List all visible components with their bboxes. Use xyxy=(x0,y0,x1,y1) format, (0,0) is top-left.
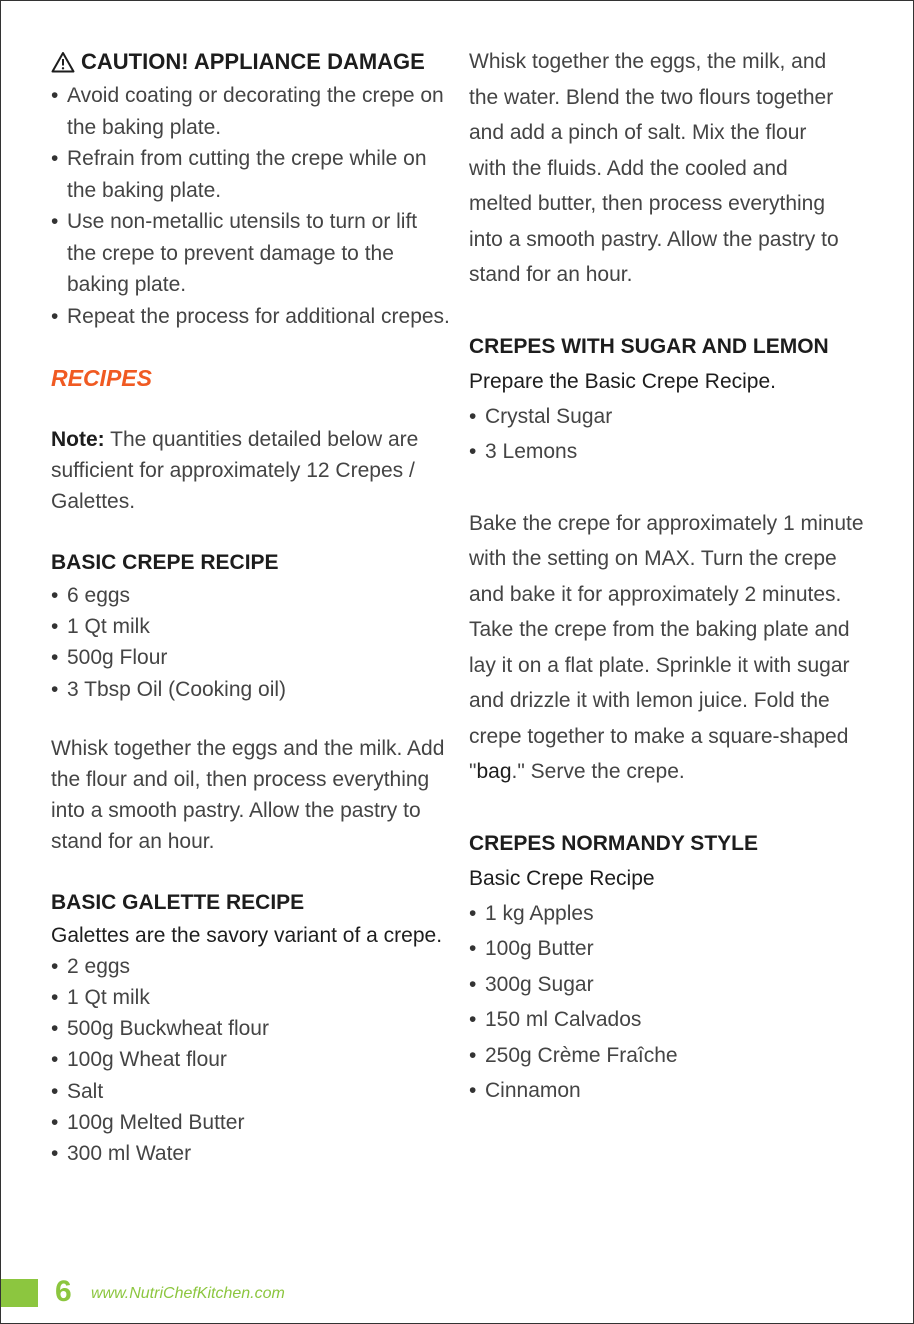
list-item: • 1 Qt milk xyxy=(51,982,451,1013)
normandy-subtitle: Basic Crepe Recipe xyxy=(469,866,655,890)
warning-triangle-icon xyxy=(51,51,75,73)
caution-list xyxy=(51,80,451,332)
recipes-title: RECIPES xyxy=(51,365,152,391)
caution-title: CAUTION! APPLIANCE DAMAGE xyxy=(81,49,425,74)
recipes-note xyxy=(51,424,451,517)
list-item: • 500g Flour xyxy=(51,642,451,673)
sugar-lemon-instructions xyxy=(469,506,864,790)
list-item: • Repeat the process for additional crepes. xyxy=(51,301,451,333)
normandy-ingredients xyxy=(469,896,869,1109)
sugar-lemon-ingredients xyxy=(469,399,869,470)
list-item: • 100g Wheat flour xyxy=(51,1044,451,1075)
list-item: • Avoid coating or decorating the crepe on the baking plate. xyxy=(51,80,451,143)
list-item: • 3 Tbsp Oil (Cooking oil) xyxy=(51,674,451,705)
sugar-lemon-subtitle: Prepare the Basic Crepe Recipe. xyxy=(469,369,776,393)
list-item: • 1 Qt milk xyxy=(51,611,451,642)
left-column xyxy=(51,44,451,1169)
basic-galette-ingredients xyxy=(51,951,451,1169)
page-number: 6 xyxy=(55,1275,72,1308)
list-item: • 1 kg Apples xyxy=(469,896,869,932)
list-item: • Salt xyxy=(51,1076,451,1107)
list-item: • 150 ml Calvados xyxy=(469,1002,869,1038)
note-text: The quantities detailed below are sufficient for approximately 12 Crepes / Galettes. xyxy=(51,428,419,513)
website-link[interactable]: www.NutriChefKitchen.com xyxy=(91,1285,285,1302)
instructions-bag: bag xyxy=(476,760,512,783)
list-item: • Crystal Sugar xyxy=(469,399,869,435)
basic-galette-title: BASIC GALETTE RECIPE xyxy=(51,890,305,914)
page-footer xyxy=(0,1275,914,1308)
list-item: • Refrain from cutting the crepe while on the baking plate. xyxy=(51,143,451,206)
list-item: • Use non-metallic utensils to turn or lift the crepe to prevent damage to the baking plate. xyxy=(51,206,451,301)
list-item: • 250g Crème Fraîche xyxy=(469,1038,869,1074)
normandy-title: CREPES NORMANDY STYLE xyxy=(469,831,758,855)
list-item: • 300 ml Water xyxy=(51,1138,451,1169)
basic-galette-instructions: Whisk together the eggs, the milk, and the water. Blend the two flours together and add a pinch of salt. Mix the flour with the fluids. Add the cooled and melted butter, then process everything into a smooth pastry. Allow the pastry to stand for an hour. xyxy=(469,50,839,286)
list-item: • 2 eggs xyxy=(51,951,451,982)
list-item: • 3 Lemons xyxy=(469,434,869,470)
list-item: • Cinnamon xyxy=(469,1073,869,1109)
list-item: • 300g Sugar xyxy=(469,967,869,1003)
instructions-part-a: Bake the crepe for approximately 1 minute with the setting on MAX. Turn the crepe and bake it for approximately 2 minutes. Take the crepe from the baking plate and lay it on a flat plate. Sprinkle it with sugar and drizzle it with lemon juice. Fold the crepe together to make a square-shaped " xyxy=(469,511,864,783)
note-label: Note: xyxy=(51,428,105,451)
basic-crepe-ingredients xyxy=(51,580,451,705)
footer-accent-bar xyxy=(1,1279,38,1307)
list-item: • 100g Butter xyxy=(469,931,869,967)
caution-heading xyxy=(51,44,451,80)
right-column xyxy=(469,44,869,1109)
list-item: • 6 eggs xyxy=(51,580,451,611)
instructions-part-b: ." Serve the crepe. xyxy=(511,760,685,783)
sugar-lemon-title: CREPES WITH SUGAR AND LEMON xyxy=(469,334,829,358)
basic-galette-subtitle: Galettes are the savory variant of a crepe. xyxy=(51,923,443,947)
basic-crepe-title: BASIC CREPE RECIPE xyxy=(51,551,279,574)
basic-crepe-instructions: Whisk together the eggs and the milk. Add the flour and oil, then process everything into a smooth pastry. Allow the pastry to stand for an hour. xyxy=(51,736,445,853)
list-item: • 100g Melted Butter xyxy=(51,1107,451,1138)
list-item: • 500g Buckwheat flour xyxy=(51,1013,451,1044)
